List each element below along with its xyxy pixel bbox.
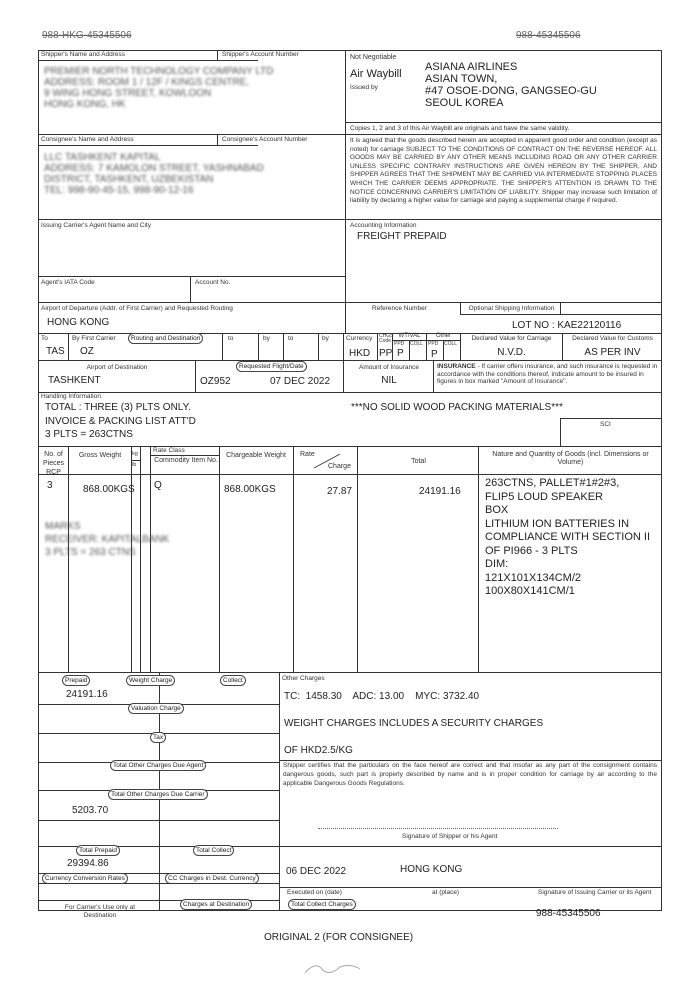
to-label: To: [41, 335, 48, 342]
collect-label: Collect: [220, 675, 246, 686]
to2-label: to: [228, 335, 234, 342]
handling-label: Handling Information: [41, 393, 101, 400]
agent-account-label: Account No.: [195, 279, 231, 286]
issuing-signature-label: Signature of Issuing Carrier or its Agent: [538, 889, 652, 896]
weight-charge-label: Weight Charge: [126, 675, 175, 686]
declared-carriage-label: Declared Value for Carriage: [471, 335, 552, 342]
goods-chargeable-weight: 868.00KGS: [224, 484, 276, 495]
goods-pieces: 3: [47, 480, 53, 491]
valuation-charge-label: Valuation Charge: [128, 703, 184, 714]
other-label: Other: [435, 333, 451, 339]
optional-shipping-label: Optional Shipping Information: [468, 305, 555, 312]
to3-label: to: [288, 335, 294, 342]
col-charge: Charge: [328, 463, 351, 470]
awb-number-top-right: 988-45345506: [516, 30, 581, 41]
air-waybill-title: Air Waybill: [350, 68, 402, 80]
declared-customs-value: AS PER INV: [584, 347, 641, 358]
handling-line1: TOTAL : THREE (3) PLTS ONLY.: [45, 402, 191, 413]
cc-charges-label: CC Charges in Dest. Currency: [165, 873, 259, 884]
total-prepaid-value: 29394.86: [67, 858, 109, 869]
other-ppd: PPD: [428, 341, 439, 347]
tax-label: Tax: [150, 732, 166, 743]
destination-airport-label: Airport of Destination: [86, 364, 148, 371]
handling-line3: 3 PLTS = 263CTNS: [45, 429, 133, 440]
accounting-label: Accounting Information: [350, 222, 417, 229]
agent-iata-label: Agent's IATA Code: [41, 279, 95, 286]
other-charges-label: Other Charges: [282, 675, 325, 682]
shipping-marks: MARKS RECEIVER: KAPITALBANK 3 PLTS = 263 CTNS: [45, 521, 170, 558]
destination-airport-value: TASHKENT: [48, 375, 101, 386]
col-commodity: Commodity Item No.: [154, 457, 218, 464]
col-nature: Nature and Quantity of Goods (incl. Dimensions or Volume): [492, 451, 649, 466]
by3-label: by: [322, 335, 329, 342]
consignee-name-label: Consignee's Name and Address: [41, 136, 134, 143]
col-total: Total: [411, 458, 426, 465]
shipper-signature-label: Signature of Shipper or his Agent: [402, 833, 498, 840]
other-coll: COLL: [444, 341, 458, 347]
other-charges-carrier-label: Total Other Charges Due Carrier: [108, 789, 208, 800]
departure-label: Airport of Departure (Addr. of First Carrier) and Requested Routing: [41, 305, 233, 312]
carrier-use-label: For Carrier's Use only at Destination: [64, 904, 136, 919]
weight-charge-value: 24191.16: [66, 689, 108, 700]
currency-label: Currency: [346, 335, 373, 342]
insurance-note: INSURANCE - If carrier offers insurance, and such insurance is requested in accordance with the conditions thereof, indicate amount to be insured in figures in box marked "Amount of Insurance".: [437, 363, 658, 386]
wtval-ppd-value: P: [397, 348, 404, 359]
total-collect-charges-label: Total Collect Charges: [288, 899, 356, 910]
to-value: TAS: [46, 346, 65, 357]
goods-total: 24191.16: [419, 486, 461, 497]
original-copy-label: ORIGINAL 2 (FOR CONSIGNEE): [264, 932, 414, 943]
issued-by-label: Issued by: [350, 84, 378, 91]
shipper-signature-line: [318, 828, 558, 829]
first-carrier-label: By First Carrier: [72, 335, 116, 342]
col-gross-weight: Gross Weight: [78, 452, 122, 459]
wtval-coll: COLL: [410, 341, 424, 347]
wtval-label: WT/VAL: [398, 333, 421, 339]
carrier-address: ASIANA AIRLINES ASIAN TOWN, #47 OSOE-DONG, GANGSEO-GU SEOUL KOREA: [425, 61, 597, 109]
insurance-value: NIL: [381, 375, 397, 386]
col-rate-class: Rate Class: [153, 447, 185, 454]
shipper-address: PREMIER NORTH TECHNOLOGY COMPANY LTD ADDRESS: ROOM 1 / 12F / KINGS CENTRE, 9 WING HONG STREET, KOWLOON HONG KONG, HK: [44, 66, 274, 110]
declared-carriage-value: N.V.D.: [497, 347, 526, 358]
currency-value: HKD: [349, 348, 371, 359]
executed-date: 06 DEC 2022: [286, 866, 347, 877]
col-rate: Rate: [300, 451, 315, 458]
flight-date-label: Requested Flight/Date: [236, 361, 307, 372]
handling-line2: INVOICE & PACKING LIST ATT'D: [45, 416, 196, 427]
executed-place-label: at (place): [432, 889, 460, 896]
agent-name-label: Issuing Carrier's Agent Name and City: [41, 222, 151, 229]
reference-number-label: Reference Number: [372, 305, 427, 312]
first-carrier-value: OZ: [80, 346, 94, 357]
consignee-account-label: Consignee's Account Number: [222, 136, 308, 143]
goods-rate-class: Q: [154, 480, 162, 491]
accounting-value: FREIGHT PREPAID: [357, 231, 447, 242]
chgs-code-value: PP: [379, 348, 393, 359]
col-chargeable-weight: Chargeable Weight: [226, 452, 286, 459]
other-charges-carrier-value: 5203.70: [72, 805, 109, 816]
executed-date-label: Executed on (date): [287, 889, 342, 896]
consignee-address: LLC TASHKENT KAPITAL ADDRESS: 7 KAMOLON STREET, YASHNABAD DISTRICT, TASHKENT, UZBEKISTAN TEL: 998-90-45-15, 998-90-12-16: [44, 152, 264, 196]
goods-nature: 263CTNS, PALLET#1#2#3, FLIP5 LOUD SPEAKER BOX LITHIUM ION BATTERIES IN COMPLIANCE WITH SECTION II OF PI966 - 3 PLTS DIM: 121X101X134CM/2 100X80X141CM/1: [485, 477, 651, 597]
other-charges-agent-label: Total Other Charges Due Agent: [110, 760, 206, 771]
other-charges-line1: TC: 1458.30 ADC: 13.00 MYC: 3732.40: [284, 691, 480, 702]
departure-value: HONG KONG: [47, 317, 110, 328]
shipper-certification: Shipper certifies that the particulars on the face hereof are correct and that insofar as any part of the consignment contains dangerous goods, such part is properly described by name and is in proper condition for carriage by air according to the applicable Dangerous Goods Regulations.: [283, 762, 657, 787]
other-charges-line2: WEIGHT CHARGES INCLUDES A SECURITY CHARGES: [284, 718, 544, 729]
wtval-ppd: PPD: [394, 341, 405, 347]
prepaid-label: Prepaid: [62, 675, 90, 686]
goods-rate: 27.87: [327, 486, 353, 497]
sci-label: SCI: [600, 421, 611, 428]
flight-value: OZ952: [200, 376, 231, 387]
by2-label: by: [263, 335, 270, 342]
awb-number-bottom: 988-45345506: [536, 908, 601, 919]
other-ppd-value: P: [431, 349, 438, 360]
lot-number: LOT NO : KAE22120116: [512, 320, 622, 331]
total-collect-label: Total Collect: [193, 845, 234, 856]
routing-destination-label: Routing and Destination: [128, 333, 203, 344]
col-kg: kg: [132, 451, 138, 457]
handwritten-mark: [300, 955, 380, 980]
other-charges-line3: OF HKD2.5/KG: [284, 745, 353, 756]
col-pieces: No. of Pieces RCP: [42, 451, 64, 476]
currency-conversion-label: Currency Conversion Rates: [42, 873, 128, 884]
flight-date-value: 07 DEC 2022: [270, 376, 331, 387]
conditions-of-contract: It is agreed that the goods described herein are accepted in apparent good order and condition (except as noted) for carriage SUBJECT TO THE CONDITIONS OF CONTRACT ON THE REVERSE HEREOF. ALL GOODS MAY BE CARRIED BY ANY OTHER MEANS INCLUDING ROAD OR ANY OTHER CARRIER UNLESS SPECIFIC CONTRARY INSTRUCTIONS ARE GIVEN HEREON BY THE SHIPPER, AND SHIPPER AGREES THAT THE SHIPMENT MAY BE CARRIED VIA INTERMEDIATE STOPPING PLACES WHICH THE CARRIER DEEMS APPROPRIATE. THE SHIPPER'S ATTENTION IS DRAWN TO THE NOTICE CONCERNING CARRIER'S LIMITATION OF LIABILITY. Shipper may increase such limitation of liability by declaring a higher value for carriage and paying a supplemental charge if required.: [350, 137, 657, 205]
col-lb: lb: [132, 462, 137, 468]
no-wood-note: ***NO SOLID WOOD PACKING MATERIALS***: [351, 402, 563, 413]
copies-note: Copies 1, 2 and 3 of this Air Waybill are originals and have the same validity.: [350, 125, 570, 132]
insurance-label: Amount of Insurance: [359, 364, 419, 371]
declared-customs-label: Declared Value for Customs: [572, 335, 653, 342]
shipper-name-label: Shipper's Name and Address: [41, 51, 125, 58]
executed-place: HONG KONG: [400, 864, 463, 875]
total-prepaid-label: Total Prepaid: [76, 845, 120, 856]
goods-gross-weight: 868.00KGS: [83, 484, 135, 495]
charges-at-destination-label: Charges at Destination: [180, 899, 252, 910]
not-negotiable: Not Negotiable: [350, 54, 397, 61]
shipper-account-label: Shipper's Account Number: [222, 51, 299, 58]
awb-number-top-left: 988-HKG-45345506: [42, 30, 132, 41]
chgs-code-label: CHGS Code: [379, 333, 394, 344]
